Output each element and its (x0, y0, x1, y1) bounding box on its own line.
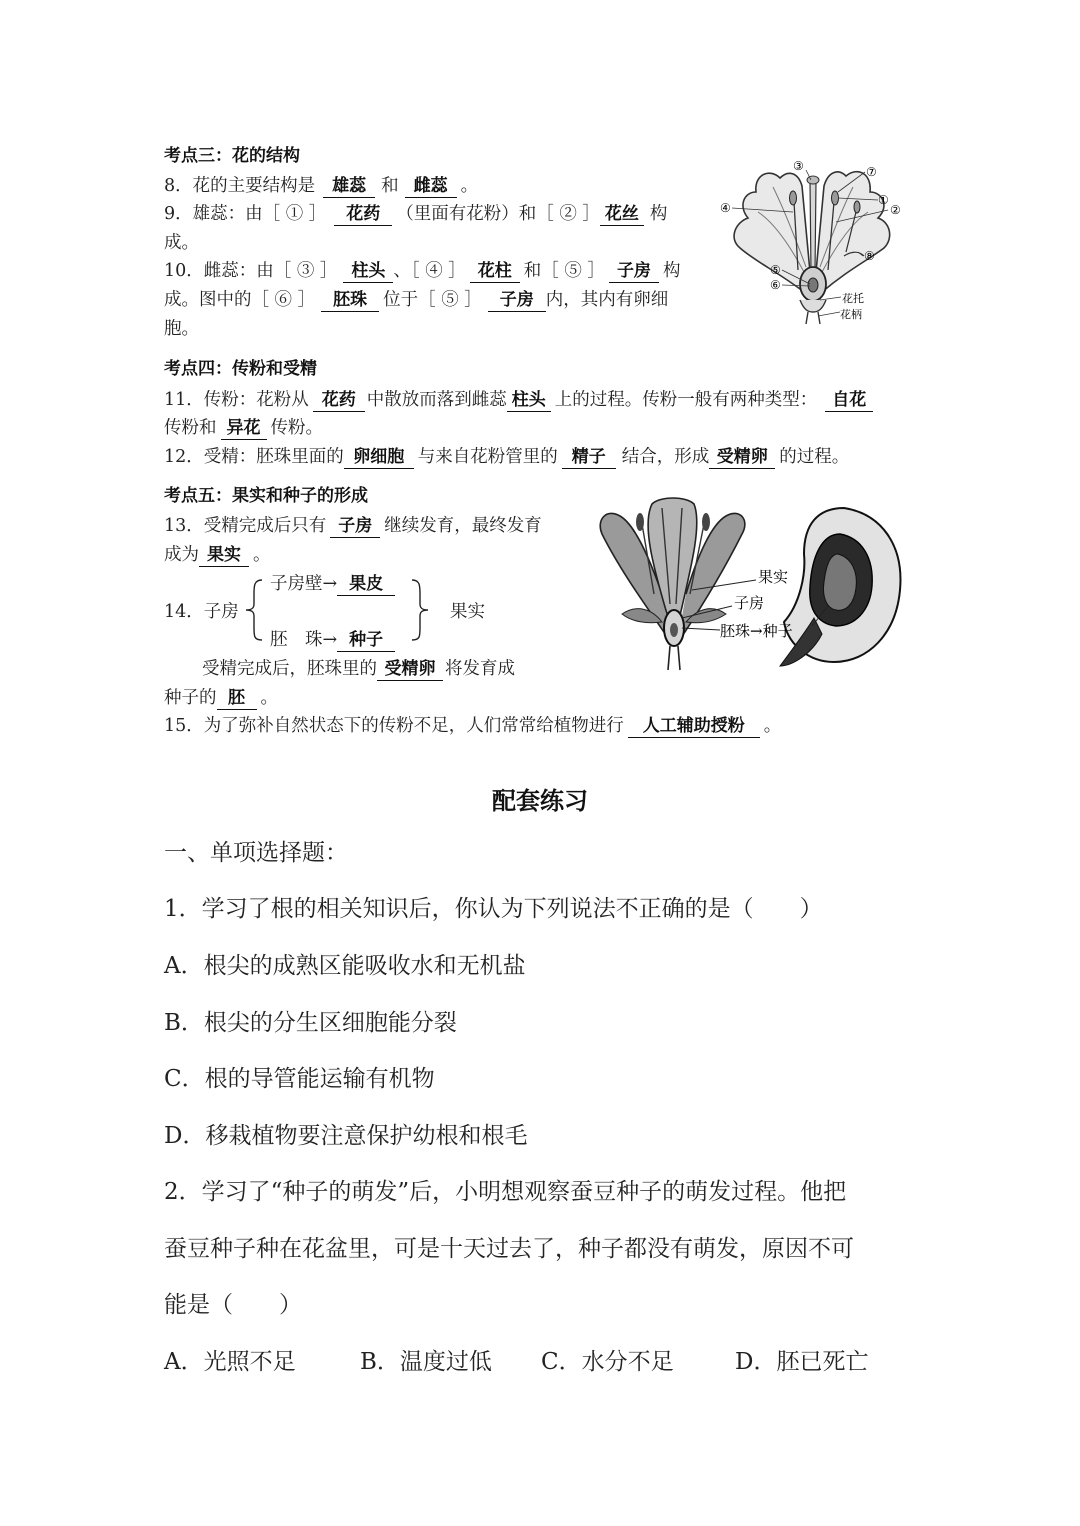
mcq-2-stem-line1: 2．学习了“种子的萌发”后，小明想观察蚕豆种子的萌发过程。他把 (164, 1179, 847, 1205)
question-8 (164, 172, 478, 201)
q12-text3: 结合，形成 (621, 447, 710, 467)
q14-fruit: 果实 (450, 602, 485, 622)
q14-line2 (164, 684, 278, 713)
section-heading-pollination: 考点四：传粉和受精 (164, 359, 317, 379)
q14-ovule-text: 胚 珠→ (270, 630, 338, 650)
q15-text2: 。 (763, 716, 782, 736)
label-7: ⑦ (866, 165, 877, 179)
q11-answer-self: 自花 (825, 390, 873, 412)
mcq-2-option-a: A．光照不足 (164, 1349, 296, 1375)
label-4: ④ (720, 201, 731, 215)
question-10 (164, 257, 680, 286)
mcq-1-option-b: B．根尖的分生区细胞能分裂 (164, 1010, 457, 1036)
mcq-1-option-d: D．移栽植物要注意保护幼根和根毛 (164, 1123, 528, 1149)
question-12 (164, 443, 849, 472)
mcq-2-option-b: B．温度过低 (360, 1349, 492, 1375)
flower-structure-diagram (718, 152, 908, 324)
label-3: ③ (793, 159, 804, 173)
q11-answer-anther: 花药 (313, 390, 365, 412)
question-11 (164, 386, 873, 415)
q10-answer-stigma: 柱头 (343, 261, 393, 283)
q10-text2: 、［ ④ ］ (393, 261, 466, 281)
q11-answer-stigma: 柱头 (507, 390, 551, 412)
q14-text4: 。 (260, 688, 278, 708)
q10-answer-ovary: 子房 (609, 261, 659, 283)
q14-label: 14．子房 (164, 602, 239, 622)
q10-answer-style: 花柱 (470, 261, 520, 283)
q13-text: 13．受精完成后只有 (164, 516, 327, 536)
q14-text: 受精完成后，胚珠里的 (202, 659, 377, 679)
q12-answer-egg: 卵细胞 (344, 447, 414, 469)
fruit-formation-diagram (582, 494, 908, 678)
label-flower-stalk: 花柄 (840, 308, 862, 321)
label-5: ⑤ (770, 263, 781, 277)
q10-text: 10．雌蕊：由［ ③ ］ (164, 261, 338, 281)
q13-text2: 继续发育，最终发育 (384, 516, 542, 536)
q14-text2: 将发育成 (445, 659, 515, 679)
petal-right (816, 172, 890, 292)
label-1: ① (878, 193, 889, 207)
q11-text2: 中散放而落到雌蕊 (366, 390, 507, 410)
q9-answer-filament: 花丝 (600, 204, 644, 226)
label-6: ⑥ (770, 278, 781, 292)
q11-line2 (164, 414, 323, 443)
q10-text4: 构 (662, 261, 681, 281)
question-13 (164, 512, 542, 541)
label-ovary: 子房 (734, 594, 765, 612)
q13-text4: 。 (253, 545, 271, 565)
section-heading-flower-structure: 考点三：花的结构 (164, 146, 300, 166)
q11-text3: 上的过程。传粉一般有两种类型： (554, 390, 818, 410)
q14-right-brace (406, 574, 446, 646)
q8-text: 8．花的主要结构是 (164, 176, 316, 196)
question-9 (164, 200, 667, 229)
q12-text4: 的过程。 (779, 447, 850, 467)
q11-text4: 传粉和 (164, 418, 217, 438)
q11-text: 11．传粉：花粉从 (164, 390, 309, 410)
q14-wall-text: 子房壁→ (270, 574, 338, 594)
mcq-1-option-c: C．根的导管能运输有机物 (164, 1066, 435, 1092)
q9-text3: 构 (649, 204, 668, 224)
q8-end: 。 (460, 176, 479, 196)
q12-answer-sperm: 精子 (562, 447, 616, 469)
q8-and: 和 (381, 176, 399, 196)
section-single-choice: 一、单项选择题： (164, 840, 348, 866)
q12-text: 12．受精：胚珠里面的 (164, 447, 344, 467)
q14-answer-zygote: 受精卵 (377, 659, 443, 681)
q13-line2 (164, 541, 271, 570)
q12-answer-zygote: 受精卵 (709, 447, 775, 469)
mcq-1-stem: 1．学习了根的相关知识后，你认为下列说法不正确的是（ ） (164, 896, 823, 922)
label-8: ⑧ (864, 249, 875, 263)
q11-text5: 传粉。 (270, 418, 323, 438)
q13-text3: 成为 (164, 545, 199, 565)
mcq-2-stem-line3: 能是（ ） (164, 1292, 302, 1318)
q14-answer-peel: 果皮 (337, 574, 395, 596)
q13-answer-ovary: 子房 (330, 516, 380, 538)
mcq-2-option-d: D．胚已死亡 (735, 1349, 869, 1375)
q10-text3: 和［ ⑤ ］ (523, 261, 605, 281)
q14-ovary-wall (270, 570, 395, 599)
q10-answer-ovary2: 子房 (488, 290, 546, 312)
q13-answer-fruit: 果实 (199, 545, 249, 567)
q14-answer-seed: 种子 (337, 630, 395, 652)
q14-text3: 种子的 (164, 688, 217, 708)
mcq-2-stem-line2: 蚕豆种子种在花盆里，可是十天过去了，种子都没有萌发，原因不可 (164, 1236, 854, 1262)
mcq-2-option-c: C．水分不足 (541, 1349, 674, 1375)
label-fruit: 果实 (758, 568, 789, 586)
practice-title: 配套练习 (492, 787, 588, 815)
label-receptacle: 花托 (842, 292, 864, 305)
label-ovule-to-seed: 胚珠→种子 (720, 622, 793, 640)
mcq-1-option-a: A．根尖的成熟区能吸收水和无机盐 (164, 953, 526, 979)
q10-line3: 胞。 (164, 319, 199, 339)
q9-text: 9．雄蕊：由［ ① ］ (164, 204, 327, 224)
q10-text6: 位于［ ⑤ ］ (383, 290, 482, 310)
q14-ovule (270, 626, 395, 655)
q9-line2: 成。 (164, 233, 199, 253)
q9-answer-anther: 花药 (334, 204, 392, 226)
q14-sentence (202, 655, 515, 684)
question-15 (164, 712, 781, 741)
section-heading-fruit-formation: 考点五：果实和种子的形成 (164, 486, 368, 506)
q8-answer-stamen: 雄蕊 (323, 176, 375, 198)
q12-text2: 与来自花粉管里的 (417, 447, 558, 467)
q10-line2 (164, 286, 668, 315)
q8-answer-pistil: 雌蕊 (405, 176, 457, 198)
fruit-section (780, 508, 900, 666)
label-2: ② (890, 203, 901, 217)
flower-longitudinal-section (600, 498, 745, 670)
q10-answer-ovule: 胚珠 (321, 290, 379, 312)
q11-answer-cross: 异花 (221, 418, 267, 440)
q15-answer-artificial-pollination: 人工辅助授粉 (628, 716, 760, 738)
q14-answer-embryo: 胚 (217, 688, 257, 710)
q10-text7: 内，其内有卵细 (545, 290, 669, 310)
q9-text2: （里面有花粉）和［ ② ］ (396, 204, 600, 224)
q15-text: 15．为了弥补自然状态下的传粉不足，人们常常给植物进行 (164, 716, 624, 736)
q10-text5: 成。图中的［ ⑥ ］ (164, 290, 316, 310)
